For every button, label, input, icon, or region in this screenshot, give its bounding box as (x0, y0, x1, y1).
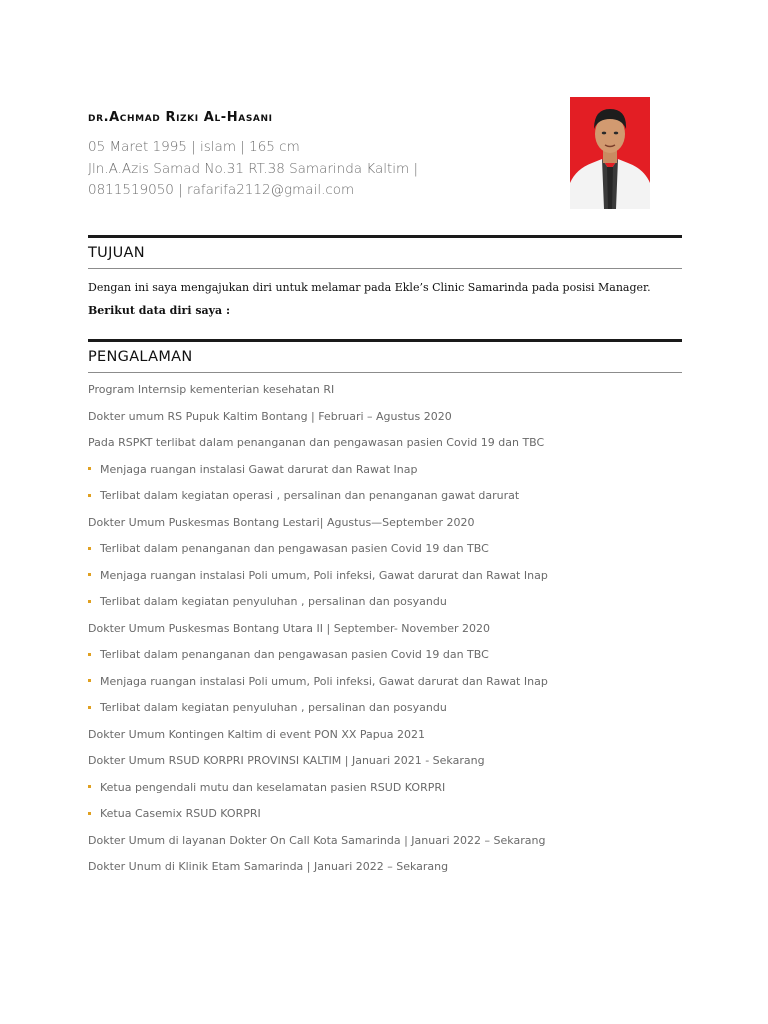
experience-text: Program Internsip kementerian kesehatan RI (88, 383, 335, 396)
section-divider (88, 235, 682, 238)
experience-text: Menjaga ruangan instalasi Gawat darurat dan Rawat Inap (100, 462, 418, 476)
experience-entry (88, 725, 688, 752)
experience-bullet (88, 566, 688, 593)
experience-text: Dokter Umum Kontingen Kaltim di event PON XX Papua 2021 (88, 727, 425, 741)
bullet-icon (88, 600, 91, 603)
experience-bullet (88, 539, 688, 566)
experience-bullet (88, 645, 688, 672)
section-underline (88, 268, 682, 269)
experience-text: Menjaga ruangan instalasi Poli umum, Poli infeksi, Gawat darurat dan Rawat Inap (100, 674, 548, 688)
experience-text: Terlibat dalam kegiatan operasi , persalinan dan penanganan gawat darurat (100, 489, 520, 502)
experience-text: Dokter Unum di Klinik Etam Samarinda | Januari 2022 – Sekarang (88, 860, 449, 873)
objective-paragraph: Dengan ini saya mengajukan diri untuk melamar pada Ekle’s Clinic Samarinda pada posisi Manager. (88, 281, 651, 294)
experience-entry (88, 751, 688, 778)
experience-text: Dokter Umum Puskesmas Bontang Utara II | September- November 2020 (88, 621, 491, 635)
objective-note: Berikut data diri saya : (88, 304, 231, 317)
experience-text: Pada RSPKT terlibat dalam penanganan dan pengawasan pasien Covid 19 dan TBC (88, 436, 545, 449)
section-title-pengalaman: PENGALAMAN (88, 349, 193, 365)
section-underline (88, 372, 682, 373)
experience-bullet (88, 698, 688, 725)
experience-entry (88, 619, 688, 646)
experience-text: Terlibat dalam penanganan dan pengawasan pasien Covid 19 dan TBC (100, 542, 489, 555)
profile-photo (570, 97, 650, 209)
contact-line: 05 Maret 1995 | islam | 165 cm (88, 139, 300, 155)
experience-entry (88, 407, 688, 434)
experience-text: Dokter Umum Puskesmas Bontang Lestari| Agustus—September 2020 (88, 515, 475, 529)
experience-text: Terlibat dalam penanganan dan pengawasan pasien Covid 19 dan TBC (100, 648, 489, 661)
candidate-name: dr.Achmad Rizki Al-Hasani (88, 110, 273, 125)
experience-text: Ketua pengendali mutu dan keselamatan pasien RSUD KORPRI (100, 780, 446, 794)
bullet-icon (88, 573, 91, 576)
experience-text: Terlibat dalam kegiatan penyuluhan , persalinan dan posyandu (100, 701, 447, 714)
experience-bullet (88, 672, 688, 699)
experience-text: Dokter Umum RSUD KORPRI PROVINSI KALTIM | Januari 2021 - Sekarang (88, 754, 485, 767)
experience-bullet (88, 460, 688, 487)
bullet-icon (88, 653, 91, 656)
contact-info (88, 137, 528, 202)
bullet-icon (88, 706, 91, 709)
bullet-icon (88, 679, 91, 682)
experience-entry (88, 857, 688, 884)
experience-entry (88, 831, 688, 858)
experience-entry (88, 513, 688, 540)
experience-text: Terlibat dalam kegiatan penyuluhan , persalinan dan posyandu (100, 595, 447, 608)
experience-text: Menjaga ruangan instalasi Poli umum, Poli infeksi, Gawat darurat dan Rawat Inap (100, 568, 548, 582)
experience-entry (88, 380, 688, 407)
experience-bullet (88, 592, 688, 619)
experience-bullet (88, 486, 688, 513)
experience-entry (88, 433, 688, 460)
bullet-icon (88, 547, 91, 550)
experience-text: Dokter umum RS Pupuk Kaltim Bontang | Februari – Agustus 2020 (88, 409, 452, 423)
bullet-icon (88, 812, 91, 815)
experience-text: Dokter Umum di layanan Dokter On Call Kota Samarinda | Januari 2022 – Sekarang (88, 833, 546, 847)
bullet-icon (88, 494, 91, 497)
experience-list (88, 380, 688, 884)
contact-line: Jln.A.Azis Samad No.31 RT.38 Samarinda Kaltim | (88, 160, 419, 177)
section-divider (88, 339, 682, 342)
bullet-icon (88, 467, 91, 470)
section-title-tujuan: TUJUAN (88, 245, 145, 261)
experience-text: Ketua Casemix RSUD KORPRI (100, 807, 261, 820)
bullet-icon (88, 785, 91, 788)
experience-bullet (88, 778, 688, 805)
experience-bullet (88, 804, 688, 831)
contact-line: 0811519050 | rafarifa2112@gmail.com (88, 182, 355, 198)
